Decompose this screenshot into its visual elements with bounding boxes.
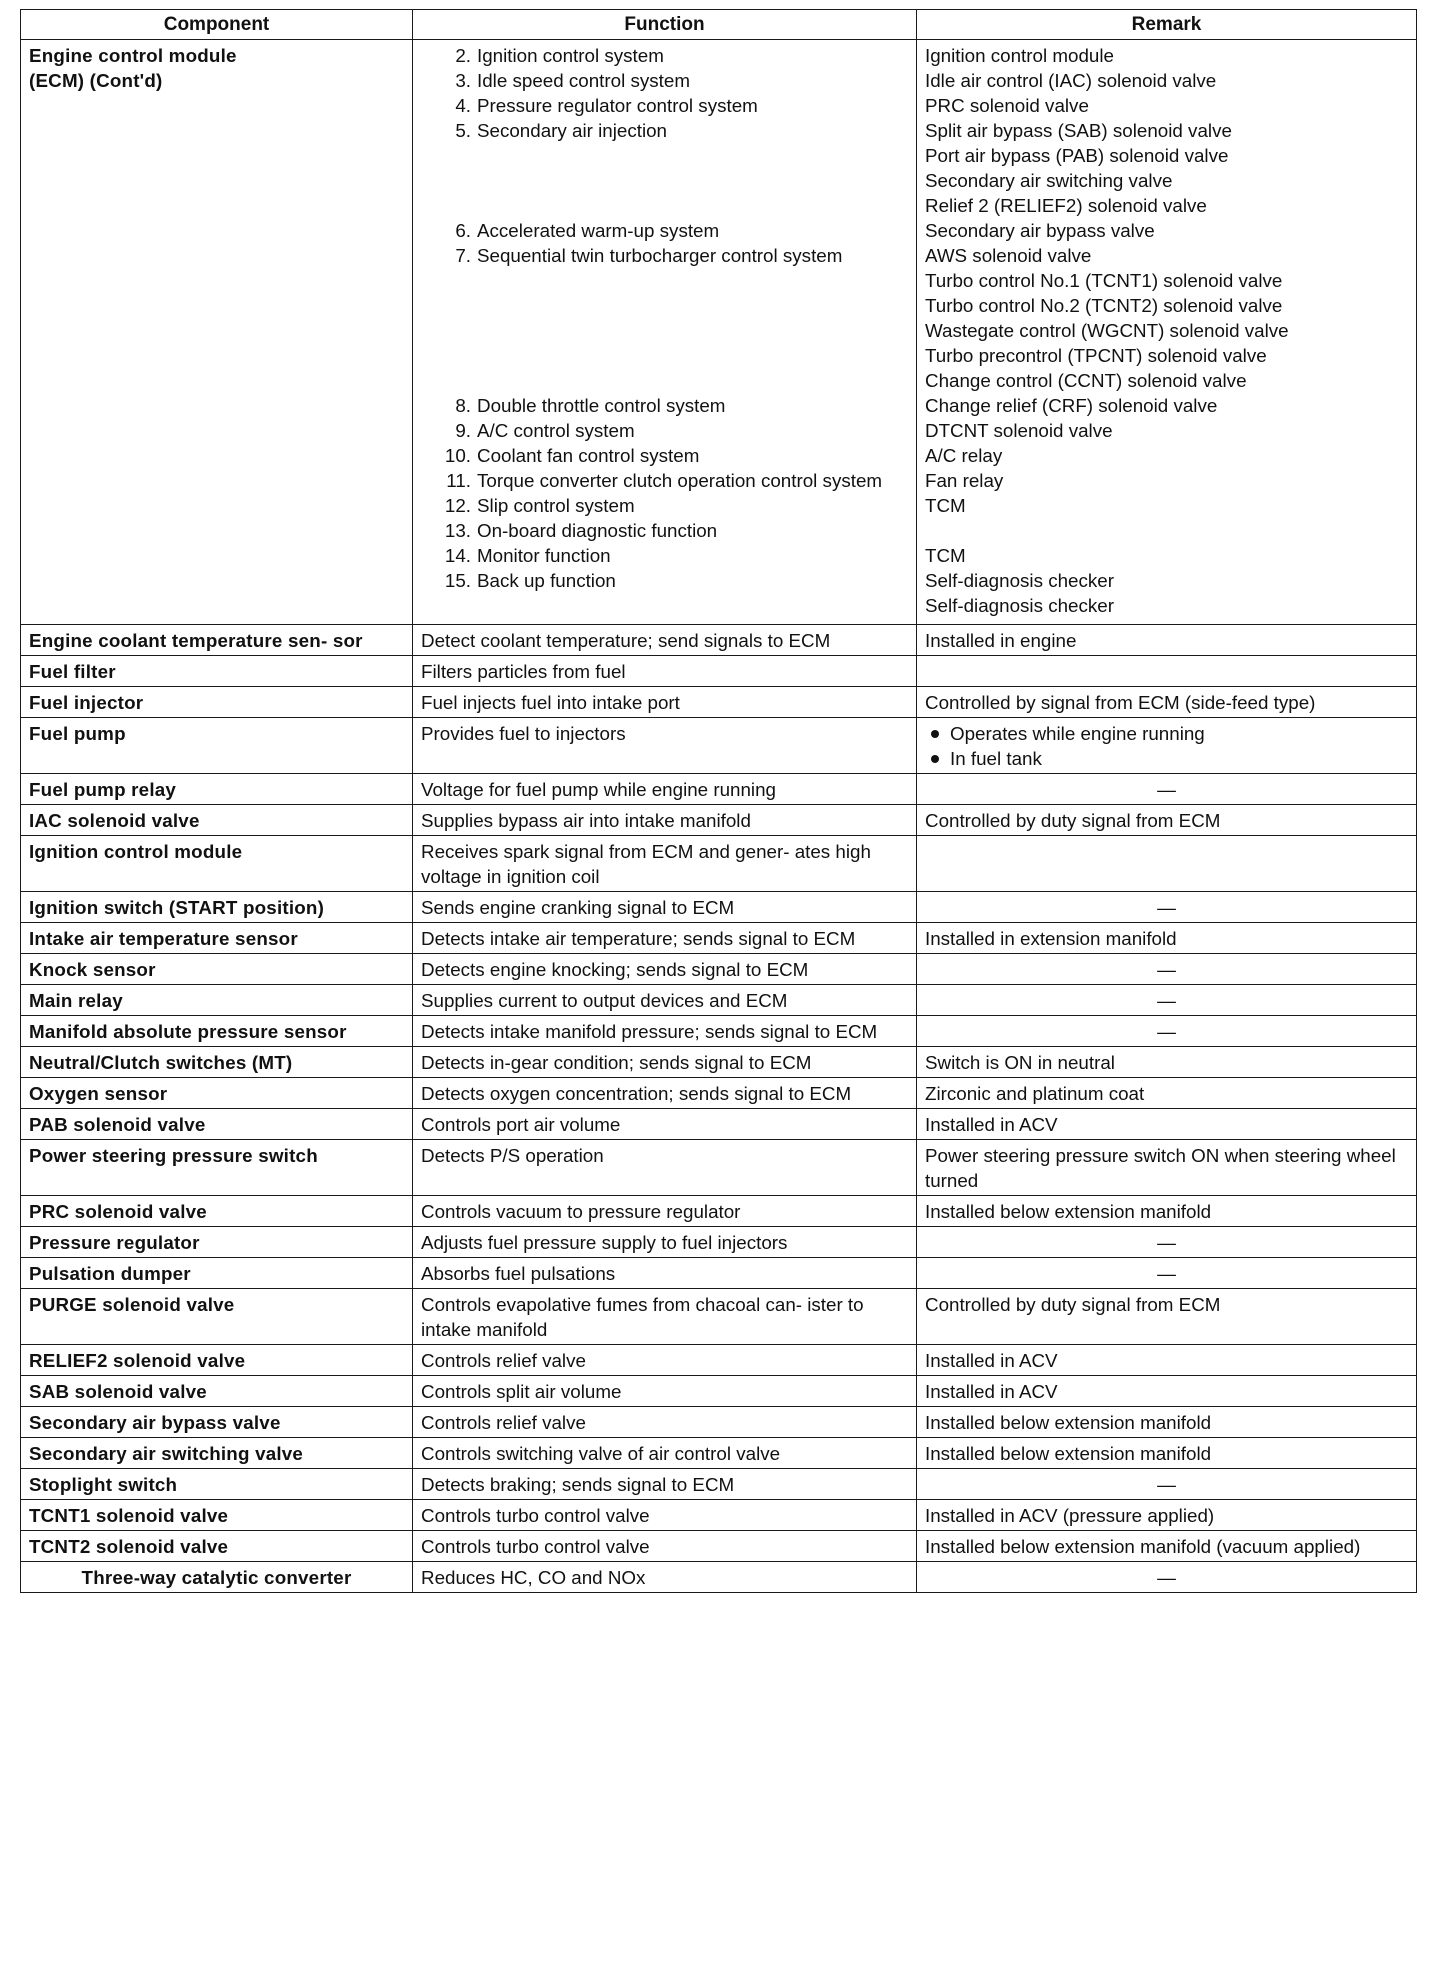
table-row xyxy=(21,1078,1417,1109)
component-cell: PAB solenoid valve xyxy=(21,1109,413,1140)
remark-cell: Installed in ACV (pressure applied) xyxy=(917,1500,1417,1531)
function-cell: Detects in-gear condition; sends signal to ECM xyxy=(413,1047,917,1078)
ecm-function-number: 13. xyxy=(444,520,471,541)
function-cell: Detect coolant temperature; send signals to ECM xyxy=(413,625,917,656)
component-cell: PURGE solenoid valve xyxy=(21,1289,413,1345)
component-cell: Pressure regulator xyxy=(21,1227,413,1258)
ecm-function-text: Secondary air injection xyxy=(477,120,668,141)
table-row xyxy=(21,687,1417,718)
function-cell: Controls port air volume xyxy=(413,1109,917,1140)
ecm-remark-line: A/C relay xyxy=(925,445,1003,466)
ecm-function-text: Slip control system xyxy=(477,495,635,516)
component-cell: TCNT1 solenoid valve xyxy=(21,1500,413,1531)
table-row xyxy=(21,985,1417,1016)
function-cell: Reduces HC, CO and NOx xyxy=(413,1562,917,1593)
component-cell: Fuel injector xyxy=(21,687,413,718)
ecm-function-item xyxy=(421,468,908,493)
ecm-remark-line: Port air bypass (PAB) solenoid valve xyxy=(925,145,1229,166)
component-cell: Intake air temperature sensor xyxy=(21,923,413,954)
remark-cell: — xyxy=(917,1258,1417,1289)
ecm-function-item xyxy=(421,443,908,468)
component-cell: Engine coolant temperature sen- sor xyxy=(21,625,413,656)
ecm-function-text: Double throttle control system xyxy=(477,395,726,416)
ecm-function-item xyxy=(421,218,908,243)
table-row xyxy=(21,1047,1417,1078)
spacer xyxy=(421,268,908,293)
table-row xyxy=(21,892,1417,923)
ecm-function-number: 10. xyxy=(444,445,471,466)
table-row xyxy=(21,1227,1417,1258)
ecm-remark-line: Secondary air bypass valve xyxy=(925,220,1155,241)
component-cell: Ignition switch (START position) xyxy=(21,892,413,923)
ecm-function-text: Accelerated warm-up system xyxy=(477,220,720,241)
ecm-function-text: Ignition control system xyxy=(477,45,664,66)
ecm-function-number: 6. xyxy=(455,220,471,241)
ecm-function-item xyxy=(421,418,908,443)
remark-cell: — xyxy=(917,1562,1417,1593)
function-cell: Detects intake manifold pressure; sends signal to ECM xyxy=(413,1016,917,1047)
ecm-function-number: 3. xyxy=(455,70,471,91)
function-cell: Detects engine knocking; sends signal to ECM xyxy=(413,954,917,985)
ecm-remark-line: TCM xyxy=(925,495,966,516)
remark-cell: Installed in ACV xyxy=(917,1109,1417,1140)
ecm-function-item xyxy=(421,568,908,593)
component-cell: Stoplight switch xyxy=(21,1469,413,1500)
header-component: Component xyxy=(21,10,413,40)
ecm-function-number: 9. xyxy=(455,420,471,441)
ecm-function-text: Pressure regulator control system xyxy=(477,95,758,116)
ecm-function-number: 2. xyxy=(455,45,471,66)
remark-cell xyxy=(917,656,1417,687)
ecm-function-item xyxy=(421,93,908,118)
ecm-function-cell xyxy=(413,40,917,625)
function-cell: Provides fuel to injectors xyxy=(413,718,917,774)
table-row xyxy=(21,1196,1417,1227)
function-cell: Sends engine cranking signal to ECM xyxy=(413,892,917,923)
ecm-remark-line: Idle air control (IAC) solenoid valve xyxy=(925,70,1217,91)
table-row xyxy=(21,836,1417,892)
component-function-table xyxy=(20,9,1417,1593)
function-cell: Controls switching valve of air control valve xyxy=(413,1438,917,1469)
remark-cell: Installed in ACV xyxy=(917,1376,1417,1407)
spacer xyxy=(421,343,908,368)
table-row xyxy=(21,1438,1417,1469)
component-cell: IAC solenoid valve xyxy=(21,805,413,836)
ecm-remark-line: Self-diagnosis checker xyxy=(925,570,1114,591)
component-cell: PRC solenoid valve xyxy=(21,1196,413,1227)
ecm-remark-line: Ignition control module xyxy=(925,45,1114,66)
ecm-function-text: Monitor function xyxy=(477,545,611,566)
component-cell: Fuel filter xyxy=(21,656,413,687)
ecm-function-item xyxy=(421,43,908,68)
remark-cell: Installed in extension manifold xyxy=(917,923,1417,954)
component-cell: Fuel pump relay xyxy=(21,774,413,805)
component-cell: Manifold absolute pressure sensor xyxy=(21,1016,413,1047)
ecm-remark-line: Relief 2 (RELIEF2) solenoid valve xyxy=(925,195,1207,216)
table-row xyxy=(21,774,1417,805)
remark-cell: — xyxy=(917,892,1417,923)
ecm-function-item xyxy=(421,118,908,143)
component-cell: Oxygen sensor xyxy=(21,1078,413,1109)
component-cell: Power steering pressure switch xyxy=(21,1140,413,1196)
remark-cell: — xyxy=(917,1016,1417,1047)
table-row xyxy=(21,805,1417,836)
table-row xyxy=(21,1258,1417,1289)
component-cell: Pulsation dumper xyxy=(21,1258,413,1289)
table-row xyxy=(21,1376,1417,1407)
remark-bullet-item: In fuel tank xyxy=(925,746,1408,771)
remark-cell: — xyxy=(917,985,1417,1016)
table-row xyxy=(21,1469,1417,1500)
table-row xyxy=(21,1345,1417,1376)
table-row-ecm xyxy=(21,40,1417,625)
function-cell: Controls evapolative fumes from chacoal can- ister to intake manifold xyxy=(413,1289,917,1345)
table-row xyxy=(21,954,1417,985)
ecm-component-line: (ECM) (Cont'd) xyxy=(29,70,163,91)
header-function: Function xyxy=(413,10,917,40)
ecm-function-item xyxy=(421,68,908,93)
remark-cell: — xyxy=(917,1227,1417,1258)
remark-cell: Installed below extension manifold xyxy=(917,1196,1417,1227)
remark-cell: Installed below extension manifold xyxy=(917,1438,1417,1469)
function-cell: Receives spark signal from ECM and gener- ates high voltage in ignition coil xyxy=(413,836,917,892)
ecm-remark-line: Turbo control No.1 (TCNT1) solenoid valve xyxy=(925,270,1283,291)
function-cell: Filters particles from fuel xyxy=(413,656,917,687)
remark-bullet-list xyxy=(925,721,1408,771)
remark-cell: Installed in engine xyxy=(917,625,1417,656)
spacer xyxy=(421,318,908,343)
ecm-function-number: 8. xyxy=(455,395,471,416)
ecm-function-number: 7. xyxy=(455,245,471,266)
component-cell: Ignition control module xyxy=(21,836,413,892)
remark-cell: Switch is ON in neutral xyxy=(917,1047,1417,1078)
ecm-remark-line: Secondary air switching valve xyxy=(925,170,1173,191)
ecm-remark-line: Turbo precontrol (TPCNT) solenoid valve xyxy=(925,345,1267,366)
ecm-remark-line: AWS solenoid valve xyxy=(925,245,1092,266)
spacer xyxy=(421,293,908,318)
ecm-component-cell xyxy=(21,40,413,625)
spacer xyxy=(421,193,908,218)
function-cell: Voltage for fuel pump while engine running xyxy=(413,774,917,805)
component-cell: Secondary air bypass valve xyxy=(21,1407,413,1438)
function-cell: Fuel injects fuel into intake port xyxy=(413,687,917,718)
spacer xyxy=(421,368,908,393)
remark-cell: Installed below extension manifold (vacuum applied) xyxy=(917,1531,1417,1562)
remark-cell: — xyxy=(917,954,1417,985)
remark-cell: — xyxy=(917,774,1417,805)
remark-cell: Power steering pressure switch ON when steering wheel turned xyxy=(917,1140,1417,1196)
ecm-function-text: On-board diagnostic function xyxy=(477,520,718,541)
spacer xyxy=(421,168,908,193)
ecm-function-number: 5. xyxy=(455,120,471,141)
ecm-function-item xyxy=(421,493,908,518)
function-cell: Controls relief valve xyxy=(413,1345,917,1376)
function-cell: Supplies bypass air into intake manifold xyxy=(413,805,917,836)
component-cell: Secondary air switching valve xyxy=(21,1438,413,1469)
component-cell: Fuel pump xyxy=(21,718,413,774)
component-cell: Neutral/Clutch switches (MT) xyxy=(21,1047,413,1078)
ecm-remark-line: Change control (CCNT) solenoid valve xyxy=(925,370,1247,391)
component-cell: Knock sensor xyxy=(21,954,413,985)
spacer xyxy=(421,143,908,168)
ecm-function-text: Back up function xyxy=(477,570,616,591)
ecm-function-item xyxy=(421,543,908,568)
table-body xyxy=(21,40,1417,1593)
table-row xyxy=(21,1407,1417,1438)
table-row xyxy=(21,718,1417,774)
component-cell: Three-way catalytic converter xyxy=(21,1562,413,1593)
function-cell: Controls relief valve xyxy=(413,1407,917,1438)
table-row xyxy=(21,625,1417,656)
function-cell: Controls vacuum to pressure regulator xyxy=(413,1196,917,1227)
function-cell: Supplies current to output devices and ECM xyxy=(413,985,917,1016)
table-row xyxy=(21,1109,1417,1140)
function-cell: Controls split air volume xyxy=(413,1376,917,1407)
ecm-component-line: Engine control module xyxy=(29,45,237,66)
ecm-remark-list xyxy=(925,43,1408,618)
ecm-function-number: 12. xyxy=(444,495,471,516)
ecm-function-number: 14. xyxy=(444,545,471,566)
remark-cell: — xyxy=(917,1469,1417,1500)
function-cell: Detects P/S operation xyxy=(413,1140,917,1196)
ecm-function-text: Coolant fan control system xyxy=(477,445,700,466)
remark-cell: Controlled by duty signal from ECM xyxy=(917,1289,1417,1345)
component-cell: Main relay xyxy=(21,985,413,1016)
ecm-function-text: Idle speed control system xyxy=(477,70,690,91)
function-cell: Detects oxygen concentration; sends signal to ECM xyxy=(413,1078,917,1109)
table-row xyxy=(21,1140,1417,1196)
function-cell: Absorbs fuel pulsations xyxy=(413,1258,917,1289)
ecm-remark-cell xyxy=(917,40,1417,625)
ecm-function-text: A/C control system xyxy=(477,420,635,441)
remark-cell xyxy=(917,718,1417,774)
header-remark: Remark xyxy=(917,10,1417,40)
remark-cell: Installed below extension manifold xyxy=(917,1407,1417,1438)
table-row xyxy=(21,1016,1417,1047)
component-cell: TCNT2 solenoid valve xyxy=(21,1531,413,1562)
ecm-remark-line: DTCNT solenoid valve xyxy=(925,420,1113,441)
table-row xyxy=(21,923,1417,954)
table-row xyxy=(21,1289,1417,1345)
table-header-row xyxy=(21,10,1417,40)
table-row xyxy=(21,1500,1417,1531)
remark-cell: Zirconic and platinum coat xyxy=(917,1078,1417,1109)
remark-cell xyxy=(917,836,1417,892)
ecm-function-number: 15. xyxy=(444,570,471,591)
function-cell: Controls turbo control valve xyxy=(413,1500,917,1531)
component-cell: RELIEF2 solenoid valve xyxy=(21,1345,413,1376)
ecm-function-list xyxy=(421,43,908,593)
ecm-function-number: 11. xyxy=(446,470,471,491)
ecm-function-text: Sequential twin turbocharger control system xyxy=(477,245,843,266)
ecm-remark-line: Self-diagnosis checker xyxy=(925,595,1114,616)
function-cell: Controls turbo control valve xyxy=(413,1531,917,1562)
ecm-remark-line: Wastegate control (WGCNT) solenoid valve xyxy=(925,320,1289,341)
ecm-remark-line: Change relief (CRF) solenoid valve xyxy=(925,395,1218,416)
remark-cell: Controlled by signal from ECM (side-feed type) xyxy=(917,687,1417,718)
function-cell: Detects braking; sends signal to ECM xyxy=(413,1469,917,1500)
ecm-remark-line: TCM xyxy=(925,545,966,566)
component-cell: SAB solenoid valve xyxy=(21,1376,413,1407)
ecm-function-item xyxy=(421,518,908,543)
ecm-remark-line: Split air bypass (SAB) solenoid valve xyxy=(925,120,1232,141)
function-cell: Detects intake air temperature; sends signal to ECM xyxy=(413,923,917,954)
table-row xyxy=(21,1562,1417,1593)
remark-cell: Controlled by duty signal from ECM xyxy=(917,805,1417,836)
ecm-function-item xyxy=(421,243,908,268)
ecm-remark-line xyxy=(925,518,1408,543)
remark-bullet-item: Operates while engine running xyxy=(925,721,1408,746)
ecm-remark-line: Turbo control No.2 (TCNT2) solenoid valve xyxy=(925,295,1283,316)
function-cell: Adjusts fuel pressure supply to fuel injectors xyxy=(413,1227,917,1258)
ecm-remark-line: PRC solenoid valve xyxy=(925,95,1089,116)
remark-cell: Installed in ACV xyxy=(917,1345,1417,1376)
ecm-remark-line: Fan relay xyxy=(925,470,1004,491)
ecm-function-item xyxy=(421,393,908,418)
table-row xyxy=(21,656,1417,687)
ecm-function-text: Torque converter clutch operation control system xyxy=(477,470,883,491)
ecm-function-number: 4. xyxy=(455,95,471,116)
table-row xyxy=(21,1531,1417,1562)
